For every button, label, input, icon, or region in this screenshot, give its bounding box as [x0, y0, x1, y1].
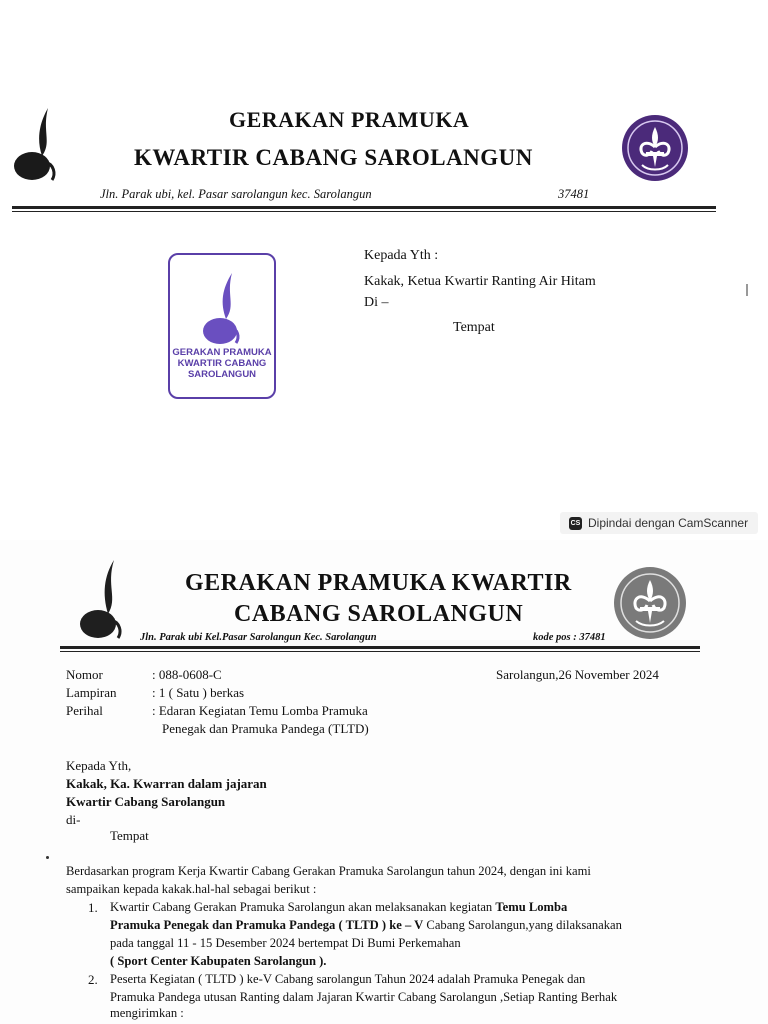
stamp-tunas-icon [200, 269, 244, 347]
header-rule-thin [12, 211, 716, 212]
recipient-di: Di – [364, 295, 389, 310]
camscanner-label: Dipindai dengan CamScanner [588, 516, 749, 530]
tunas-kelapa-logo-icon [78, 556, 124, 642]
lampiran-value: : 1 ( Satu ) berkas [152, 685, 245, 700]
to-name-2: Kwartir Cabang Sarolangun [66, 794, 226, 809]
header-rule-thin [60, 651, 700, 652]
nomor-label: Nomor [66, 667, 103, 682]
scan-dot [46, 856, 49, 859]
camscanner-tag [560, 512, 758, 534]
item1-line-2-bold: Pramuka Penegak dan Pramuka Pandega ( TLTD ) ke – V [110, 918, 424, 932]
org-name-line1: GERAKAN PRAMUKA KWARTIR [185, 570, 572, 596]
stamp-text-line1: GERAKAN PRAMUKA [172, 347, 272, 358]
to-place: Tempat [110, 828, 149, 843]
item1-line-2-text: Cabang Sarolangun,yang dilaksanakan [426, 918, 622, 932]
to-name-1: Kakak, Ka. Kwarran dalam jajaran [66, 776, 267, 791]
item1-line-3: pada tanggal 11 - 15 Desember 2024 bertempat Di Bumi Perkemahan [110, 936, 461, 950]
tunas-kelapa-logo-icon [12, 104, 58, 184]
letter-date: Sarolangun,26 November 2024 [496, 667, 659, 682]
perihal-label: Perihal [66, 703, 103, 718]
perihal-value-2: Penegak dan Pramuka Pandega (TLTD) [162, 721, 369, 736]
scout-emblem-icon [620, 113, 690, 183]
stamp-text-line2: KWARTIR CABANG [177, 358, 267, 369]
header-rule [12, 206, 716, 209]
org-name-line2: CABANG SAROLANGUN [234, 601, 524, 627]
to-di: di- [66, 812, 81, 827]
item2-number: 2. [88, 972, 98, 987]
item1-number: 1. [88, 900, 98, 915]
nomor-value: : 088-0608-C [152, 667, 222, 682]
item2-line-1: Peserta Kegiatan ( TLTD ) ke-V Cabang sarolangun Tahun 2024 adalah Pramuka Penegak dan [110, 972, 586, 986]
official-stamp [168, 253, 276, 399]
item1-line-1 [110, 900, 567, 915]
intro-line-1: Berdasarkan program Kerja Kwartir Cabang Gerakan Pramuka Sarolangun tahun 2024, dengan ini kami [66, 864, 591, 878]
intro-line-2: sampaikan kepada kakak.hal-hal sebagai berikut : [66, 882, 317, 896]
org-name-line1: GERAKAN PRAMUKA [229, 107, 470, 132]
item1-line-2 [110, 918, 622, 933]
to-greeting: Kepada Yth, [66, 758, 132, 773]
camscanner-icon: CS [569, 517, 582, 530]
perihal-value-1: : Edaran Kegiatan Temu Lomba Pramuka [152, 703, 368, 718]
recipient-place: Tempat [453, 320, 495, 335]
item1-line-4: ( Sport Center Kabupaten Sarolangun ). [110, 954, 327, 968]
lampiran-label: Lampiran [66, 685, 117, 700]
recipient-greeting: Kepada Yth : [364, 248, 439, 263]
postcode: 37481 [558, 187, 590, 201]
header-rule [60, 646, 700, 649]
address-line: Jln. Parak ubi, kel. Pasar sarolangun kec. Sarolangun [100, 187, 372, 201]
scout-emblem-icon [612, 564, 688, 642]
item2-line-3: mengirimkan : [110, 1006, 184, 1020]
letter-bottom [0, 540, 768, 1024]
item1-line-1-bold: Temu Lomba [495, 900, 568, 914]
org-name-line2: KWARTIR CABANG SAROLANGUN [134, 145, 533, 170]
recipient-name: Kakak, Ketua Kwartir Ranting Air Hitam [364, 274, 596, 289]
item1-line-1-text: Kwartir Cabang Gerakan Pramuka Sarolangun akan melaksanakan kegiatan [110, 900, 493, 914]
address-line: Jln. Parak ubi Kel.Pasar Sarolangun Kec. Sarolangun [140, 632, 377, 643]
item2-line-2: Pramuka Pandega utusan Ranting dalam Jajaran Kwartir Cabang Sarolangun ,Setiap Ranting Berhak [110, 990, 618, 1004]
postcode: kode pos : 37481 [533, 632, 606, 643]
scan-mark [746, 284, 748, 296]
stamp-text-line3: SAROLANGUN [187, 369, 257, 380]
